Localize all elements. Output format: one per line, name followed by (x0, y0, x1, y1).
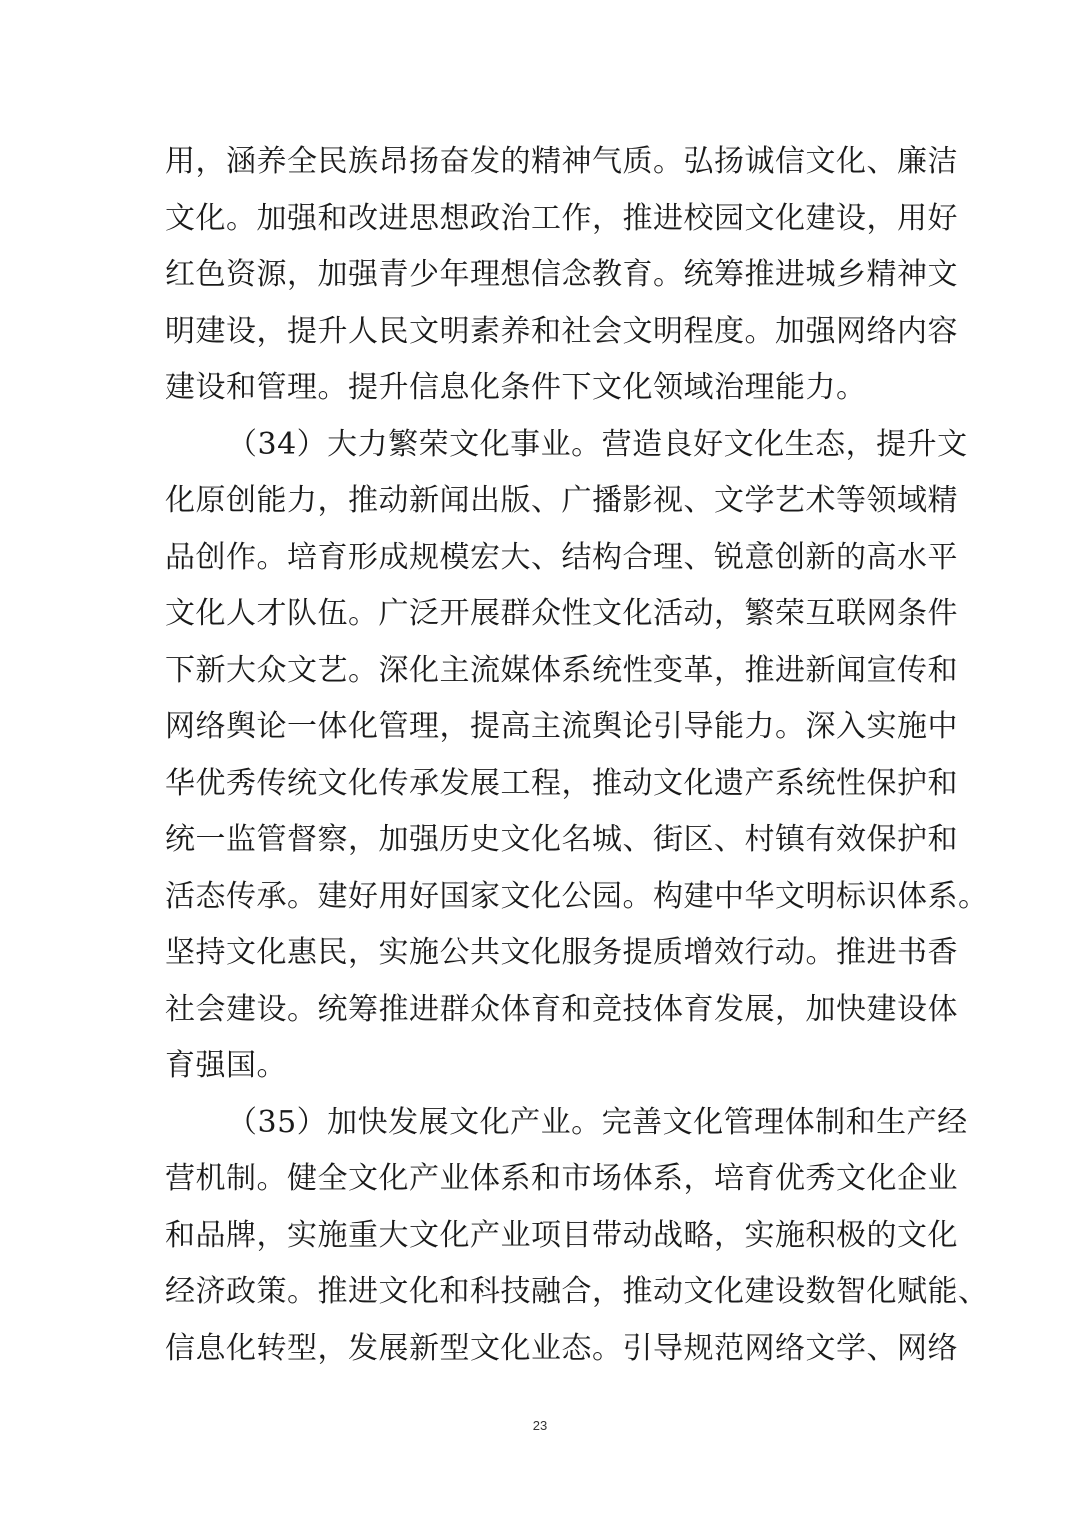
text-line: 文化。加强和改进思想政治工作，推进校园文化建设，用好 (165, 200, 958, 236)
text-line: 经济政策。推进文化和科技融合，推动文化建设数智化赋能、 (165, 1274, 989, 1309)
text-line: 营机制。健全文化产业体系和市场体系，培育优秀文化企业 (165, 1161, 958, 1196)
text-line: 网络舆论一体化管理，提高主流舆论引导能力。深入实施中 (165, 709, 958, 744)
text-line: 坚持文化惠民，实施公共文化服务提质增效行动。推进书香 (165, 935, 958, 970)
text-line: 红色资源，加强青少年理想信念教育。统筹推进城乡精神文 (165, 257, 958, 292)
paragraph-34-start: （34）大力繁荣文化事业。营造良好文化生态，提升文 (227, 426, 968, 462)
text-line: 用，涵养全民族昂扬奋发的精神气质。弘扬诚信文化、廉洁 (165, 144, 958, 179)
text-line: 华优秀传统文化传承发展工程，推动文化遗产系统性保护和 (165, 765, 958, 801)
text-line: 品创作。培育形成规模宏大、结构合理、锐意创新的高水平 (165, 539, 958, 575)
text-line: 育强国。 (165, 1048, 287, 1083)
text-line: 下新大众文艺。深化主流媒体系统性变革，推进新闻宣传和 (165, 652, 958, 688)
text-line: 社会建设。统筹推进群众体育和竞技体育发展，加快建设体 (165, 991, 958, 1027)
body-text (165, 134, 989, 1377)
page-number: 23 (532, 1418, 548, 1433)
text-line: 统一监管督察，加强历史文化名城、街区、村镇有效保护和 (165, 822, 958, 857)
text-line: 活态传承。建好用好国家文化公园。构建中华文明标识体系。 (165, 878, 989, 914)
text-line: 化原创能力，推动新闻出版、广播影视、文学艺术等领域精 (165, 483, 958, 518)
text-line: 建设和管理。提升信息化条件下文化领域治理能力。 (165, 370, 867, 405)
text-line: 和品牌，实施重大文化产业项目带动战略，实施积极的文化 (165, 1217, 958, 1253)
text-line: 明建设，提升人民文明素养和社会文明程度。加强网络内容 (165, 313, 958, 349)
text-line: 信息化转型，发展新型文化业态。引导规范网络文学、网络 (165, 1330, 958, 1366)
text-line: 文化人才队伍。广泛开展群众性文化活动，繁荣互联网条件 (165, 596, 958, 631)
paragraph-35-start: （35）加快发展文化产业。完善文化管理体制和生产经 (227, 1104, 968, 1140)
